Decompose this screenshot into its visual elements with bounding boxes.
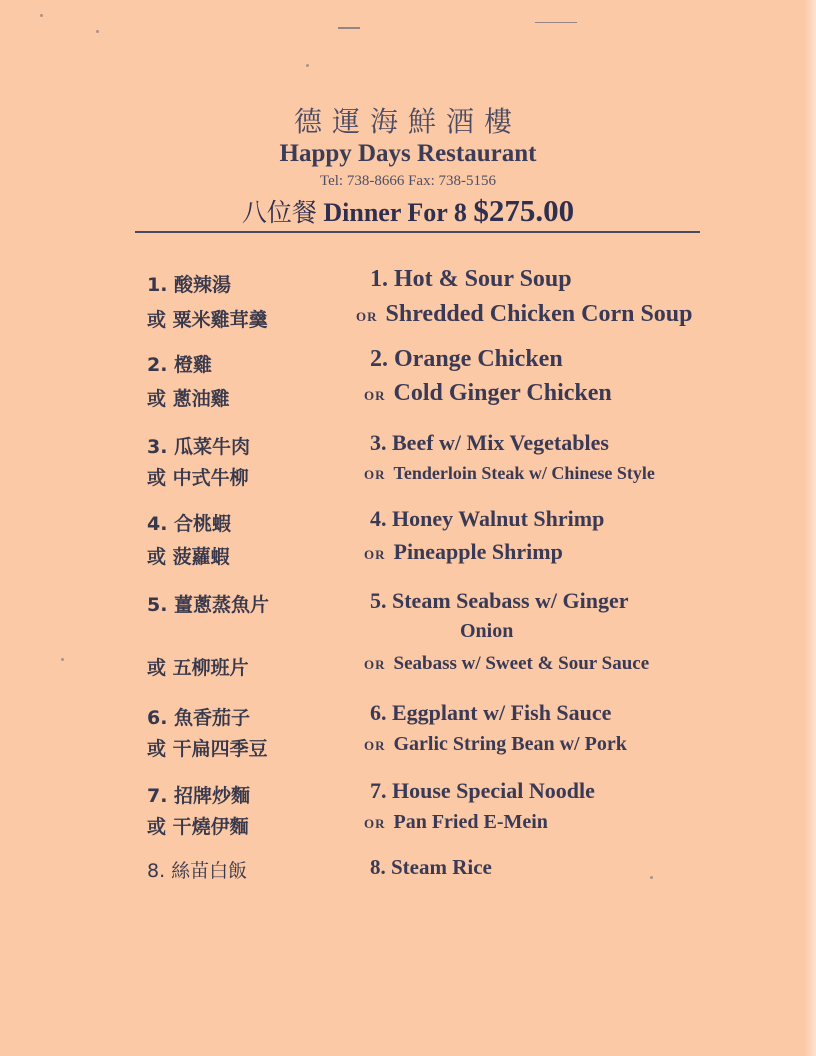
menu-item-zh: 7. 招牌炒麵 bbox=[147, 785, 251, 807]
menu-item-en: 1. Hot & Sour Soup bbox=[370, 266, 572, 292]
menu-item-zh: 8. 絲苗白飯 bbox=[147, 860, 248, 882]
restaurant-chinese-name: 德運海鮮酒樓 bbox=[293, 107, 522, 138]
or-label: OR bbox=[364, 467, 386, 482]
alt-dish-name: Tenderloin Steak w/ Chinese Style bbox=[393, 463, 655, 483]
or-label: OR bbox=[364, 388, 386, 403]
contact-line: Tel: 738-8666 Fax: 738-5156 bbox=[319, 173, 496, 189]
menu-item-alt-en bbox=[364, 811, 548, 834]
alt-dish-name: Pineapple Shrimp bbox=[393, 539, 563, 564]
menu-item-en: 2. Orange Chicken bbox=[370, 346, 563, 372]
alt-dish-name: Cold Ginger Chicken bbox=[393, 380, 612, 406]
menu-item-zh: 3. 瓜菜牛肉 bbox=[147, 436, 251, 458]
menu-item-zh: 5. 薑蔥蒸魚片 bbox=[147, 594, 270, 616]
or-label: OR bbox=[364, 816, 386, 831]
menu-item-en: 8. Steam Rice bbox=[370, 855, 492, 879]
menu-item-alt-en bbox=[364, 653, 649, 675]
alt-dish-name: Pan Fried E-Mein bbox=[393, 811, 548, 833]
menu-item-alt-zh: 或 蔥油雞 bbox=[147, 388, 230, 410]
menu-item-alt-en bbox=[364, 539, 563, 565]
dinner-title-english: Dinner For 8 bbox=[323, 198, 467, 227]
alt-dish-name: Shredded Chicken Corn Soup bbox=[385, 301, 693, 327]
menu-item-alt-zh: 或 干燒伊麵 bbox=[147, 816, 249, 838]
or-label: OR bbox=[364, 657, 386, 672]
menu-item-en: 6. Eggplant w/ Fish Sauce bbox=[370, 700, 612, 725]
or-label: OR bbox=[364, 547, 386, 562]
menu-item-en: 5. Steam Seabass w/ Ginger bbox=[370, 588, 629, 613]
menu-item-alt-zh: 或 五柳班片 bbox=[147, 657, 249, 679]
menu-item-alt-en bbox=[364, 463, 655, 484]
dinner-title-chinese: 八位餐 bbox=[241, 200, 317, 227]
menu-item-zh: 2. 橙雞 bbox=[147, 354, 213, 376]
menu-item-en-continued: Onion bbox=[460, 620, 514, 642]
menu-item-alt-zh: 或 粟米雞茸羹 bbox=[147, 309, 268, 331]
menu-item-zh: 6. 魚香茄子 bbox=[147, 707, 251, 729]
menu-item-en: 4. Honey Walnut Shrimp bbox=[370, 506, 605, 531]
menu-item-alt-zh: 或 菠蘿蝦 bbox=[147, 546, 230, 568]
or-label: OR bbox=[364, 738, 386, 753]
dinner-price: $275.00 bbox=[473, 193, 575, 228]
menu-item-alt-en bbox=[356, 301, 692, 328]
menu-item-alt-zh: 或 中式牛柳 bbox=[147, 467, 249, 489]
alt-dish-name: Garlic String Bean w/ Pork bbox=[393, 733, 627, 755]
menu-item-alt-en bbox=[364, 733, 627, 756]
menu-item-alt-en bbox=[364, 380, 612, 407]
menu-item-en: 3. Beef w/ Mix Vegetables bbox=[370, 430, 609, 455]
menu-item-en: 7. House Special Noodle bbox=[370, 778, 595, 803]
restaurant-name: Happy Days Restaurant bbox=[279, 140, 537, 167]
menu-item-zh: 1. 酸辣湯 bbox=[147, 274, 232, 296]
alt-dish-name: Seabass w/ Sweet & Sour Sauce bbox=[393, 653, 650, 674]
menu-item-zh: 4. 合桃蝦 bbox=[147, 513, 232, 535]
menu-item-alt-zh: 或 干扁四季豆 bbox=[147, 738, 268, 760]
or-label: OR bbox=[356, 309, 378, 324]
